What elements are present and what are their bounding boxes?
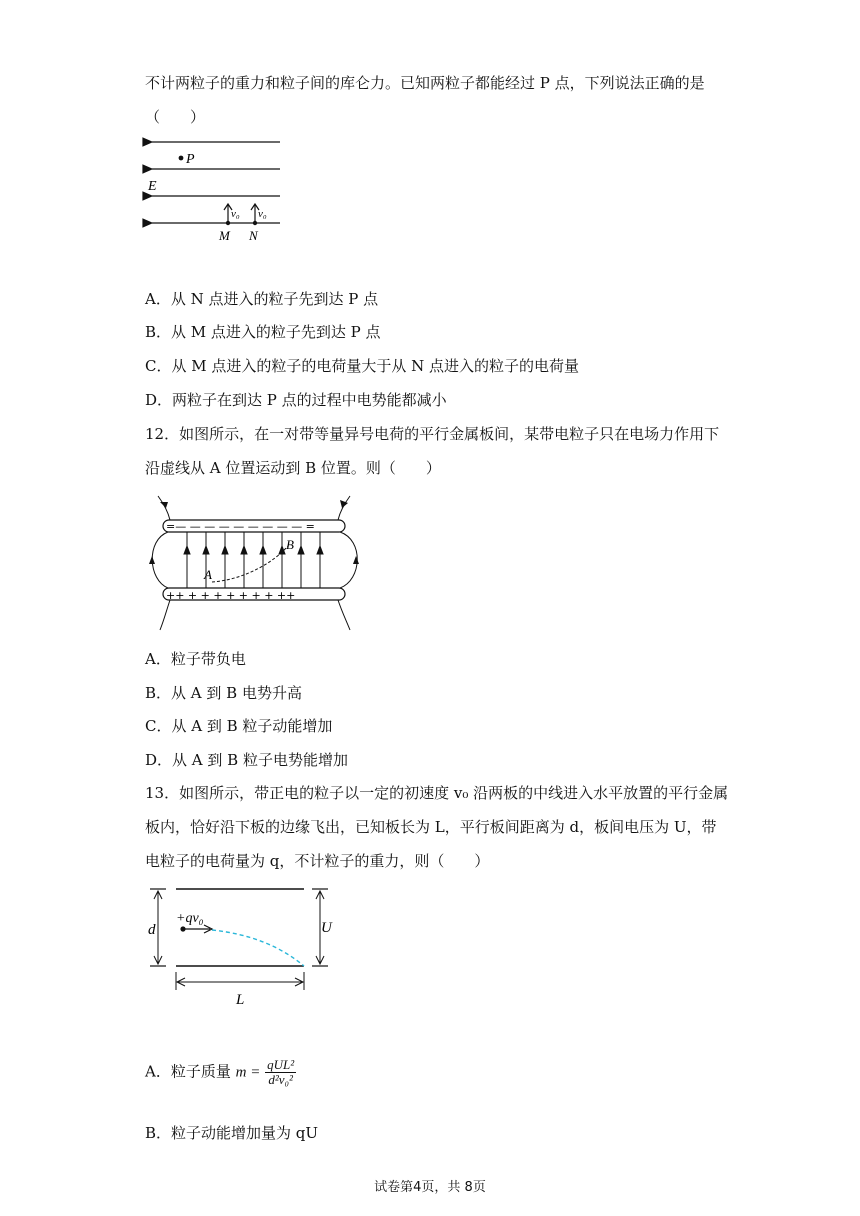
q12-option-d: D．从 A 到 B 粒子电势能增加 bbox=[145, 751, 348, 769]
label-d: d bbox=[148, 922, 156, 938]
q13-stem-line2: 板内，恰好沿下板的边缘飞出，已知板长为 L，平行板间距离为 d，板间电压为 U，带 bbox=[145, 818, 717, 836]
formula-numerator: qUL² bbox=[267, 1057, 295, 1072]
q12-option-a: A．粒子带负电 bbox=[145, 650, 246, 668]
q11-stem-line2: （ ） bbox=[145, 108, 206, 126]
q11-option-b: B．从 M 点进入的粒子先到达 P 点 bbox=[145, 323, 381, 341]
q13-option-a bbox=[145, 1058, 296, 1087]
particle bbox=[180, 926, 185, 931]
q11-option-d: D．两粒子在到达 P 点的过程中电势能都减小 bbox=[145, 391, 447, 409]
label-l: L bbox=[236, 992, 245, 1008]
label-b: B bbox=[286, 537, 294, 552]
point-p bbox=[179, 156, 184, 161]
label-m: M bbox=[219, 228, 230, 243]
q13-stem-line3: 电粒子的电荷量为 q，不计粒子的重力，则（ ） bbox=[145, 852, 490, 870]
label-n: N bbox=[249, 228, 258, 243]
q13-option-a-lhs: m = bbox=[235, 1064, 261, 1081]
q11-field-figure bbox=[140, 128, 290, 248]
q12-option-b: B．从 A 到 B 电势升高 bbox=[145, 684, 302, 702]
q11-stem-line1: 不计两粒子的重力和粒子间的库仑力。已知两粒子都能经过 P 点，下列说法正确的是 bbox=[145, 74, 705, 92]
point-n bbox=[253, 221, 257, 225]
positive-signs: ++ + + + + + + + ++ bbox=[166, 589, 296, 602]
q12-stem-line1: 12．如图所示，在一对带等量异号电荷的平行金属板间，某带电粒子只在电场力作用下 bbox=[145, 425, 720, 443]
mass-formula bbox=[265, 1058, 296, 1087]
q13-option-b: B．粒子动能增加量为 qU bbox=[145, 1124, 319, 1142]
negative-signs: =— — — — — — — — — = bbox=[166, 520, 315, 533]
parabolic-trajectory bbox=[212, 930, 304, 966]
q12-option-c: C．从 A 到 B 粒子动能增加 bbox=[145, 717, 333, 735]
q13-capacitor-figure bbox=[140, 880, 350, 1010]
label-e: E bbox=[148, 179, 157, 194]
formula-denominator: d²v₀² bbox=[268, 1072, 293, 1087]
label-v0-m: v₀ bbox=[231, 208, 240, 220]
label-u: U bbox=[321, 920, 332, 936]
q13-stem-line1: 13．如图所示，带正电的粒子以一定的初速度 v₀ 沿两板的中线进入水平放置的平行金属 bbox=[145, 784, 729, 802]
q13-option-a-prefix: A．粒子质量 bbox=[145, 1062, 231, 1081]
q12-stem-line2: 沿虚线从 A 位置运动到 B 位置。则（ ） bbox=[145, 459, 441, 477]
label-a: A bbox=[204, 567, 212, 582]
point-m bbox=[226, 221, 230, 225]
q12-plates-figure bbox=[140, 490, 370, 630]
label-particle: +qv₀ bbox=[176, 911, 204, 926]
q11-option-c: C．从 M 点进入的粒子的电荷量大于从 N 点进入的粒子的电荷量 bbox=[145, 357, 580, 375]
label-v0-n: v₀ bbox=[258, 208, 267, 220]
page-footer: 试卷第4页，共 8页 bbox=[374, 1180, 486, 1195]
q11-option-a: A．从 N 点进入的粒子先到达 P 点 bbox=[145, 290, 379, 308]
label-p: P bbox=[186, 152, 195, 167]
